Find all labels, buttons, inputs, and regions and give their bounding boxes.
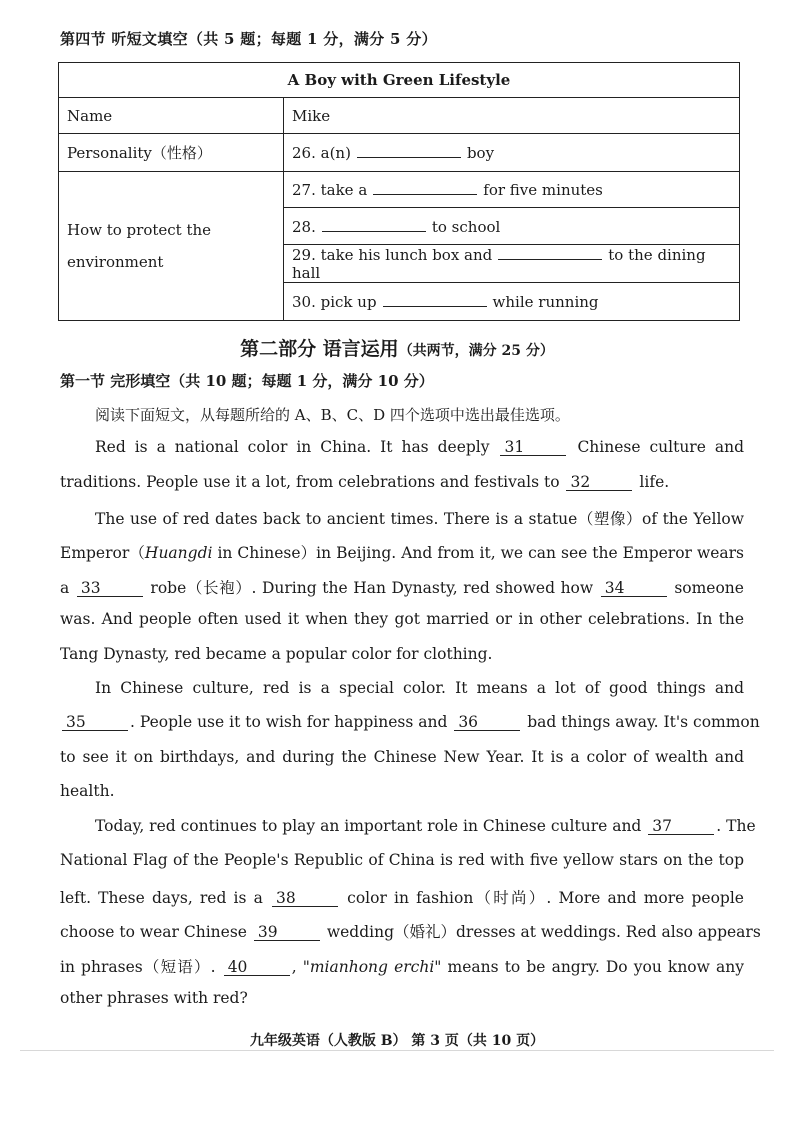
passage-text: someone xyxy=(674,579,744,597)
passage-text: color in fashion（时尚）. More and more people xyxy=(347,889,744,907)
q27-suffix: for five minutes xyxy=(483,181,603,199)
passage-text: " means to be angry. Do you know any xyxy=(434,958,744,976)
q29-suffix: to the dining hall xyxy=(292,246,706,282)
passage-line xyxy=(95,817,756,835)
passage-text: Chinese culture and xyxy=(577,438,744,456)
cloze-heading: 第一节 完形填空（共 10 题；每题 1 分，满分 10 分） xyxy=(60,372,434,390)
passage-text: in Chinese）in Beijing. And from it, we can see the Emperor wears xyxy=(212,544,744,562)
q29-prefix: 29. take his lunch box and xyxy=(292,246,493,264)
q27-prefix: 27. take a xyxy=(292,181,368,199)
footer-divider xyxy=(20,1050,774,1051)
part2-note: （共两节，满分 25 分） xyxy=(398,343,554,359)
passage-line xyxy=(60,920,761,942)
passage-line xyxy=(95,438,744,456)
passage-text: a xyxy=(60,579,70,597)
blank-32[interactable]: 32 xyxy=(566,475,632,491)
table-row xyxy=(59,172,740,208)
passage-text: robe（长袍）. During the Han Dynasty, red showed how xyxy=(150,579,594,597)
q28-cell xyxy=(284,208,740,245)
passage-text: choose to wear Chinese xyxy=(60,923,247,941)
answer-blank-27[interactable] xyxy=(373,180,477,195)
blank-37[interactable]: 37 xyxy=(648,819,714,835)
blank-34[interactable]: 34 xyxy=(601,581,667,597)
passage-line: National Flag of the People's Republic of China is red with five yellow stars on the top xyxy=(60,851,744,869)
passage-text: left. These days, red is a xyxy=(60,889,263,907)
q28-prefix: 28. xyxy=(292,217,316,236)
passage-line: was. And people often used it when they got married or in other celebrations. In the xyxy=(60,610,744,628)
passage-text: wedding（婚礼）dresses at weddings. Red also appears xyxy=(326,923,761,941)
passage-text: bad things away. It's common xyxy=(527,713,760,731)
personality-label: Personality（性格） xyxy=(59,134,284,172)
q30-prefix: 30. pick up xyxy=(292,293,377,311)
table-title: A Boy with Green Lifestyle xyxy=(59,63,740,98)
table-row xyxy=(59,134,740,172)
section4-heading: 第四节 听短文填空（共 5 题；每题 1 分，满分 5 分） xyxy=(60,30,437,48)
blank-33[interactable]: 33 xyxy=(77,581,143,597)
blank-35[interactable]: 35 xyxy=(62,715,128,731)
page-footer: 九年级英语（人教版 B） 第 3 页（共 10 页） xyxy=(249,1033,545,1049)
passage-line: Tang Dynasty, red became a popular color for clothing. xyxy=(60,645,493,663)
passage-text: Today, red continues to play an important role in Chinese culture and xyxy=(95,817,642,835)
blank-38[interactable]: 38 xyxy=(272,891,338,907)
blank-31[interactable]: 31 xyxy=(500,440,566,456)
passage-line: other phrases with red? xyxy=(60,989,248,1007)
protect-label xyxy=(59,172,284,321)
part2-heading xyxy=(0,334,794,361)
passage-line: The use of red dates back to ancient times. There is a statue（塑像）of the Yellow xyxy=(95,510,744,528)
q26-suffix: boy xyxy=(466,144,495,162)
passage-italic: mianhong erchi xyxy=(309,958,435,976)
passage-line xyxy=(60,955,744,977)
passage-line xyxy=(60,886,744,908)
listening-table xyxy=(58,62,740,321)
answer-blank-28[interactable] xyxy=(322,217,426,232)
table-row xyxy=(59,98,740,134)
q27-cell xyxy=(284,172,740,208)
passage-text: in phrases（短语）. xyxy=(60,958,216,976)
passage-line: to see it on birthdays, and during the Chinese New Year. It is a color of wealth and xyxy=(60,748,744,766)
passage-text: . People use it to wish for happiness and xyxy=(130,713,448,731)
part2-title: 第二部分 语言运用 xyxy=(240,338,399,360)
answer-blank-30[interactable] xyxy=(383,292,487,307)
blank-39[interactable]: 39 xyxy=(254,925,320,941)
q28-suffix: to school xyxy=(431,217,501,236)
blank-40[interactable]: 40 xyxy=(224,960,290,976)
answer-blank-26[interactable] xyxy=(357,143,461,158)
passage-line: health. xyxy=(60,782,115,800)
protect-label-line2: environment xyxy=(67,253,164,271)
q30-cell xyxy=(284,283,740,321)
name-value: Mike xyxy=(284,98,740,134)
passage-text: , " xyxy=(291,958,310,976)
passage-italic: Huangdi xyxy=(144,544,213,562)
answer-blank-29[interactable] xyxy=(498,245,602,260)
passage-text: Emperor（ xyxy=(60,544,145,562)
passage-text: life. xyxy=(639,473,670,491)
passage-line xyxy=(60,541,744,563)
q26-cell xyxy=(284,134,740,172)
cloze-instruction: 阅读下面短文，从每题所给的 A、B、C、D 四个选项中选出最佳选项。 xyxy=(95,406,570,424)
q29-cell xyxy=(284,245,740,283)
passage-text: traditions. People use it a lot, from celebrations and festivals to xyxy=(60,473,560,491)
passage-text: . The xyxy=(716,817,756,835)
passage-text: Red is a national color in China. It has deeply xyxy=(95,438,490,456)
blank-36[interactable]: 36 xyxy=(454,715,520,731)
name-label: Name xyxy=(59,98,284,134)
protect-label-line1: How to protect the xyxy=(67,221,212,239)
passage-line: In Chinese culture, red is a special color. It means a lot of good things and xyxy=(95,679,744,697)
passage-line xyxy=(60,473,744,491)
q26-prefix: 26. a(n) xyxy=(292,144,351,162)
q30-suffix: while running xyxy=(492,293,599,311)
passage-line xyxy=(60,576,744,598)
passage-line xyxy=(60,713,760,731)
